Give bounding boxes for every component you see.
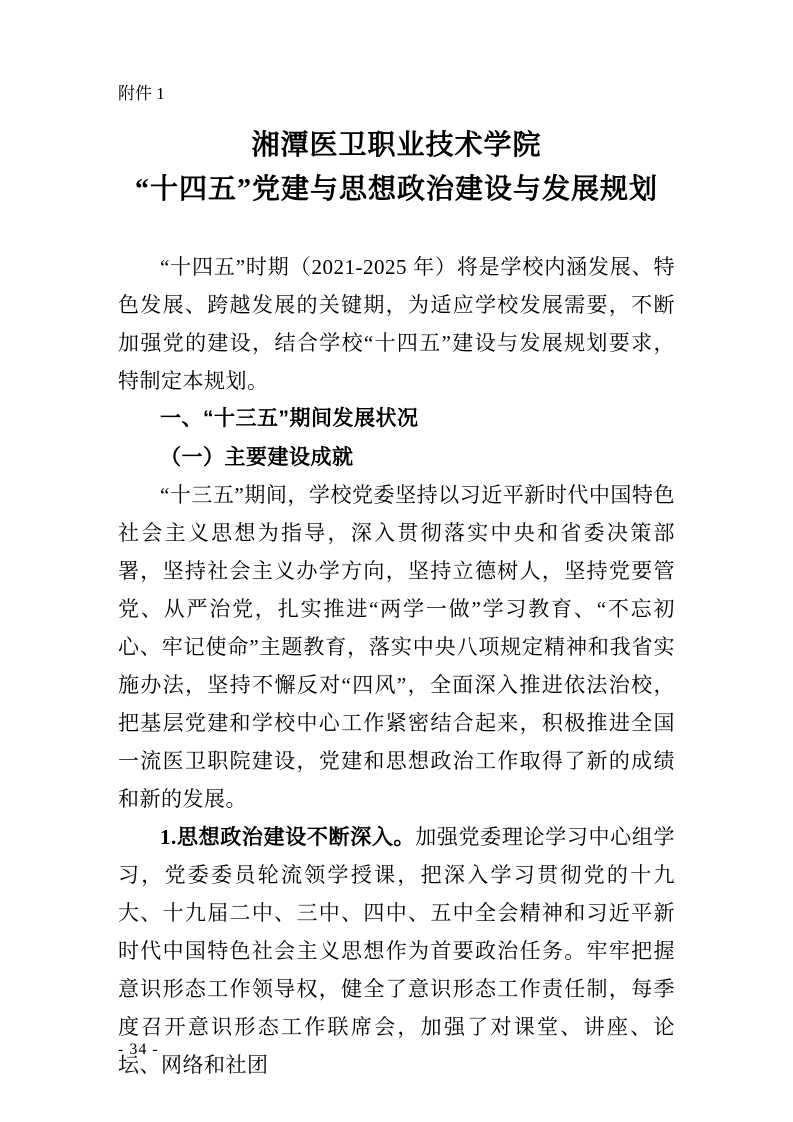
document-title [118, 124, 675, 212]
item-1-paragraph [118, 818, 675, 1084]
achievements-paragraph: “十三五”期间，学校党委坚持以习近平新时代中国特色社会主义思想为指导，深入贯彻落实中央和省委决策部署，坚持社会主义办学方向，坚持立德树人，坚持党要管党、从严治党，扎实推进“两学一做”学习教育、“不忘初心、牢记使命”主题教育，落实中央八项规定精神和我省实施办法，坚持不懈反对“四风”，全面深入推进依法治校，把基层党建和学校中心工作紧密结合起来，积极推进全国一流医卫职院建设，党建和思想政治工作取得了新的成绩和新的发展。 [118, 483, 675, 811]
document-title-line2: “十四五”党建与思想政治建设与发展规划 [134, 174, 658, 205]
page-number: - 34 - [118, 1041, 159, 1058]
document-title-line1: 湘潭医卫职业技术学院 [251, 130, 542, 161]
item-1-lead: 1.思想政治建设不断深入。 [160, 825, 416, 849]
attachment-label: 附件 1 [118, 84, 165, 103]
subsection-heading: （一）主要建设成就 [160, 445, 354, 469]
section-heading: 一、“十三五”期间发展状况 [160, 407, 419, 430]
intro-paragraph: “十四五”时期（2021-2025 年）将是学校内涵发展、特色发展、跨越发展的关键期，为适应学校发展需要，不断加强党的建设，结合学校“十四五”建设与发展规划要求，特制定本规划。 [118, 255, 675, 393]
item-1-text: 加强党委理论学习中心组学习，党委委员轮流领学授课，把深入学习贯彻党的十九大、十九届二中、三中、四中、五中全会精神和习近平新时代中国特色社会主义思想作为首要政治任务。牢牢把握意识形态工作领导权，健全了意识形态工作责任制，每季度召开意识形态工作联席会，加强了对课堂、讲座、论坛、网络和社团 [118, 825, 676, 1077]
